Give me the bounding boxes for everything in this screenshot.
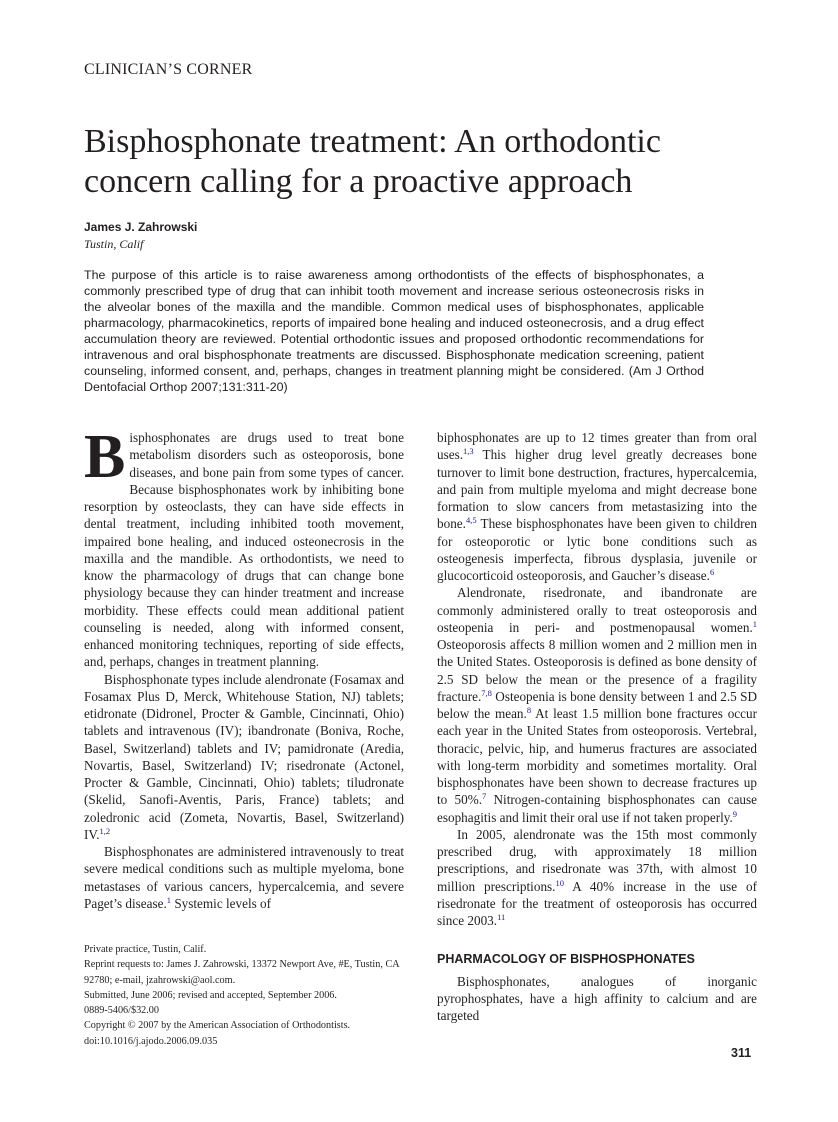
text-run: isphosphonates are drugs used to treat bone metabolism disorders such as osteoporosis, bone diseases, and bone pain from some types of cancer. Because bisphosphonates work by inhibiting bone resorption by osteoclasts, they can have side effects in dental treatment, including inhibited tooth movement, impaired bone healing, and induced osteonecrosis in the maxilla and the mandible. As orthodontists, we need to know the pharmacology of drugs that can change bone physiology because they can hinder treatment and increase morbidity. These effects could mean additional patient counseling is needed, along with informed consent, enhanced monitoring techniques, reporting of side effects, and, perhaps, changes in treatment planning. [84, 430, 404, 670]
section-heading: PHARMACOLOGY OF BISPHOSPHONATES [437, 952, 695, 967]
text-run: biphosphonates are up to 12 times greater than from oral uses. [437, 430, 757, 463]
body-paragraph [437, 973, 757, 1025]
text-run: Nitrogen-containing bisphosphonates can cause esophagitis and limit their oral use if not taken properly. [437, 792, 758, 825]
citation-link[interactable]: 4,5 [465, 515, 477, 526]
article-title: Bisphosphonate treatment: An orthodontic concern calling for a proactive approach [84, 123, 661, 200]
page-number: 311 [731, 1046, 752, 1060]
text-run: Bisphosphonates are administered intravenously to treat severe medical conditions such as multiple myeloma, bone metastases of various cancers, hypercalcemia, and severe Paget’s disease. [84, 844, 404, 911]
text-run: At least 1.5 million bone fractures occur each year in the United States from osteoporosis. Vertebral, thoracic, pelvic, hip, and humerus fractures are associated with long-term morbidity and sometimes mortality. Oral bisphosphonates have been shown to decrease fractures up to 50%. [437, 706, 757, 808]
body-paragraph [437, 429, 757, 584]
footnote-line: 92780; e-mail, jzahrowski@aol.com. [84, 974, 236, 986]
author-name: James J. Zahrowski [84, 220, 198, 234]
footnote-line: Private practice, Tustin, Calif. [84, 944, 207, 955]
footnote-line: 0889-5406/$32.00 [84, 1005, 159, 1017]
text-run: Systemic levels of [171, 895, 272, 911]
footnotes [84, 942, 414, 1049]
text-run: Osteoporosis affects 8 million women and 2 million men in the United States. Osteoporosis is defined as bone density of 2.5 SD below the mean or the presence of a fragility fracture. [437, 637, 757, 704]
text-run: Osteopenia is bone density between 1 and 2.5 SD below the mean. [437, 688, 757, 721]
body-paragraph [437, 584, 757, 826]
citation-link[interactable]: 1 [752, 618, 757, 629]
drop-cap: B [84, 423, 126, 491]
citation-link[interactable]: 1 [166, 894, 172, 905]
text-run: These bisphosphonates have been given to children for osteoporotic or lytic bone conditions such as osteogenesis imperfecta, fibrous dysplasia, juvenile or glucocorticoid osteoporosis, and Gaucher’s disease. [437, 516, 757, 583]
citation-link[interactable]: 9 [732, 808, 738, 819]
body-paragraph [437, 826, 757, 930]
citation-link[interactable]: 7 [482, 791, 487, 802]
citation-link[interactable]: 10 [555, 877, 564, 888]
body-paragraph [84, 671, 404, 844]
author-affiliation: Tustin, Calif [84, 237, 144, 251]
citation-link[interactable]: 6 [709, 567, 715, 577]
text-run: A 40% increase in the use of risedronate for the treatment of osteoporosis has occurred since 2003. [437, 878, 757, 928]
text-run: This higher drug level greatly decreases bone turnover to limit bone destruction, fractures, hypercalcemia, and pain from multiple myeloma and might decrease bone formation to slow cancers from metastasizing into the bone. [437, 447, 757, 532]
body-paragraph [84, 423, 404, 671]
citation-link[interactable]: 11 [497, 912, 506, 922]
abstract: The purpose of this article is to raise awareness among orthodontists of the effects of bisphosphonates, a commonly prescribed type of drug that can inhibit tooth movement and increase serious osteonecrosis risks in the alveolar bones of the maxilla and the mandible. Common medical uses of bisphosphonates, applicable pharmacology, pharmacokinetics, reports of impaired bone healing and induced osteonecrosis, and a drug effect accumulation theory are reviewed. Potential orthodontic issues and proposed orthodontic recommendations for intravenous and oral bisphosphonate treatments are discussed. Bisphosphonate medication screening, patient counseling, informed consent, and, perhaps, changes in treatment planning might be considered. (Am J Orthod Dentofacial Orthop 2007;131:311-20) [84, 268, 704, 394]
footnote-line: Submitted, June 2006; revised and accepted, September 2006. [84, 989, 337, 1001]
footnote-line: Copyright © 2007 by the American Association of Orthodontists. [84, 1020, 351, 1032]
footnote-line: doi:10.1016/j.ajodo.2006.09.035 [84, 1035, 218, 1047]
footnote-line: Reprint requests to: James J. Zahrowski, 13372 Newport Ave, #E, Tustin, CA [84, 959, 400, 971]
text-run: Bisphosphonate types include alendronate (Fosamax and Fosamax Plus D, Merck, Whitehouse Station, NJ) tablets; etidronate (Didronel, Procter & Gamble, Cincinnati, Ohio) tablets and intravenous (IV); ibandronate (Boniva, Roche, Basel, Switzerland) tablets and IV; pamidronate (Aredia, Novartis, Basel, Switzerland) IV; risedronate (Actonel, Procter & Gamble, Cincinnati, Ohio) tablets; tiludronate (Skelid, Sanofi-Aventis, Paris, France) tablets; and zoledronic acid (Zometa, Novartis, Basel, Switzerland) IV. [84, 671, 404, 842]
text-run: In 2005, alendronate was the 15th most commonly prescribed drug, with approximately 18 million prescriptions, and risedronate was 37th, with almost 10 million prescriptions. [437, 826, 757, 894]
text-run: Bisphosphonates, analogues of inorganic pyrophosphates, have a high affinity to calcium and are targeted [437, 973, 757, 1023]
body-paragraph [84, 843, 404, 912]
citation-link[interactable]: 1,3 [463, 446, 474, 457]
text-run: Alendronate, risedronate, and ibandronate are commonly administered orally to treat osteoporosis and osteopenia in peri- and postmenopausal women. [437, 585, 757, 635]
body-column-left [84, 423, 404, 912]
citation-link[interactable]: 1,2 [99, 825, 111, 836]
section-label: CLINICIAN’S CORNER [84, 61, 253, 78]
citation-link[interactable]: 8 [526, 705, 532, 715]
citation-link[interactable]: 7,8 [481, 687, 492, 698]
body-column-right [437, 429, 757, 1024]
